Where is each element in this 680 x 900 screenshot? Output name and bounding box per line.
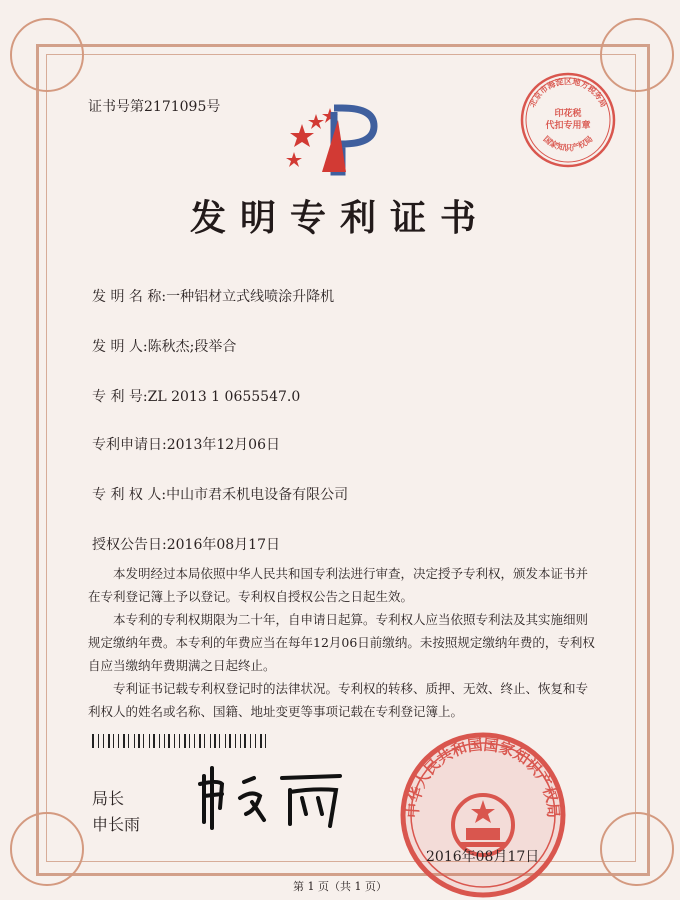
- barcode-bar: [184, 734, 186, 748]
- field-label: 专 利 权 人:: [92, 487, 167, 503]
- barcode-bar: [210, 734, 211, 748]
- barcode-bar: [138, 734, 140, 748]
- field-label: 专 利 号:: [92, 389, 148, 405]
- patent-office-logo-icon: [282, 94, 392, 178]
- official-seal: [398, 730, 568, 900]
- barcode-bar: [108, 734, 110, 748]
- barcode-bar: [225, 734, 226, 748]
- field-label: 发 明 人:: [92, 339, 148, 355]
- certificate-body: [88, 562, 598, 723]
- barcode-bar: [235, 734, 236, 748]
- field-value: 陈秋杰;段举合: [147, 339, 237, 355]
- barcode-bar: [134, 734, 135, 748]
- barcode-bar: [219, 734, 220, 748]
- barcode-bar: [214, 734, 216, 748]
- corner-ornament: [10, 18, 84, 92]
- barcode-bar: [143, 734, 144, 748]
- field-value: 中山市君禾机电设备有限公司: [166, 487, 349, 503]
- field-label: 发 明 名 称:: [92, 289, 167, 305]
- barcode-bar: [164, 734, 165, 748]
- field-patent-holder: [92, 484, 348, 504]
- field-value: 2013年12月06日: [166, 437, 280, 453]
- barcode-bar: [149, 734, 150, 748]
- field-announcement-date: [92, 534, 280, 554]
- seal-date: 2016年08月17日: [426, 849, 540, 865]
- barcode-bar: [159, 734, 160, 748]
- barcode-bar: [123, 734, 125, 748]
- barcode-bar: [168, 734, 170, 748]
- field-invention-name: [92, 286, 334, 306]
- director-name: 申长雨: [92, 815, 141, 834]
- barcode-bar: [194, 734, 195, 748]
- field-patent-number: [92, 386, 300, 406]
- barcode-bar: [92, 734, 94, 748]
- barcode-bar: [255, 734, 256, 748]
- field-value: 2016年08月17日: [166, 537, 280, 553]
- barcode-bar: [174, 734, 175, 748]
- barcode-bar: [199, 734, 201, 748]
- barcode-bar: [153, 734, 155, 748]
- small-seal-bottom-text: 国家知识产权局: [541, 134, 595, 153]
- barcode-bar: [118, 734, 119, 748]
- small-seal-line: 印花税: [554, 109, 582, 119]
- barcode-bar: [179, 734, 180, 748]
- certificate-title: 发明专利证书: [189, 197, 490, 239]
- page-footer: 第 1 页（共 1 页）: [293, 880, 387, 893]
- field-value: 一种铝材立式线喷涂升降机: [166, 289, 335, 305]
- small-seal-line: 代扣专用章: [545, 121, 591, 131]
- barcode-bar: [244, 734, 246, 748]
- tax-stamp-seal: [518, 70, 618, 170]
- field-value: ZL 2013 1 0655547.0: [147, 389, 301, 405]
- body-paragraph: 本专利的专利权期限为二十年，自申请日起算。专利权人应当依照专利法及其实施细则规定缴纳年费。本专利的年费应当在每年12月06日前缴纳。未按照规定缴纳年费的，专利权自应当缴纳年费期满之日起终止。: [88, 612, 595, 673]
- barcode-bar: [240, 734, 241, 748]
- barcode-bar: [103, 734, 104, 748]
- field-filing-date: [92, 434, 280, 454]
- director-block: [92, 786, 140, 838]
- field-label: 授权公告日:: [92, 537, 167, 553]
- signature-image: [190, 762, 360, 832]
- barcode-bar: [128, 734, 129, 748]
- barcode: [92, 734, 272, 748]
- field-inventor: [92, 336, 236, 356]
- barcode-bar: [229, 734, 231, 748]
- barcode-bar: [98, 734, 99, 748]
- corner-ornament: [600, 812, 674, 886]
- field-label: 专利申请日:: [92, 437, 167, 453]
- body-paragraph: 本发明经过本局依照中华人民共和国专利法进行审查，决定授予专利权，颁发本证书并在专利登记簿上予以登记。专利权自授权公告之日起生效。: [88, 566, 589, 604]
- barcode-bar: [204, 734, 205, 748]
- body-paragraph: 专利证书记载专利权登记时的法律状况。专利权的转移、质押、无效、终止、恢复和专利权人的姓名或名称、国籍、地址变更等事项记载在专利登记簿上。: [88, 681, 589, 719]
- barcode-bar: [260, 734, 262, 748]
- small-seal-top-text: 北京市海淀区地方税务局: [527, 77, 609, 109]
- corner-ornament: [10, 812, 84, 886]
- barcode-bar: [189, 734, 190, 748]
- barcode-bar: [250, 734, 251, 748]
- certificate-number: 证书号第2171095号: [88, 99, 221, 115]
- barcode-bar: [265, 734, 266, 748]
- director-title: 局长: [92, 789, 125, 808]
- barcode-bar: [113, 734, 114, 748]
- seal-text: 中华人民共和国国家知识产权局: [403, 735, 563, 819]
